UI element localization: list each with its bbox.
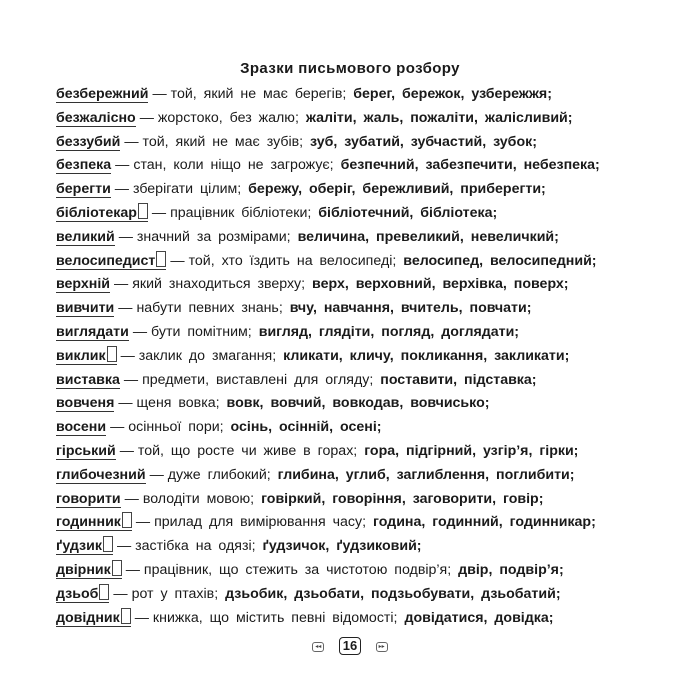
related-words: година, годинний, годинникар; — [372, 514, 596, 531]
analyzed-word: годинник — [56, 514, 132, 531]
related-words: вчу, навчання, вчитель, повчати; — [289, 300, 532, 317]
definition: той, який не має зубів; — [142, 133, 304, 150]
entry-row — [56, 321, 656, 345]
related-words: вовк, вовчий, вовкодав, вовчисько; — [226, 395, 490, 412]
definition: предмети, виставлені для огляду; — [142, 371, 374, 388]
related-words: поставити, підставка; — [380, 371, 537, 388]
related-words: двір, подвір’я; — [458, 561, 564, 578]
definition: володіти мовою; — [142, 490, 255, 507]
related-words: глибина, углиб, заглиблення, поглибити; — [277, 466, 575, 483]
definition: працівник бібліотеки; — [170, 204, 312, 221]
analyzed-word: берегти — [56, 181, 111, 198]
dash: — — [113, 585, 128, 602]
dash: — — [124, 133, 139, 150]
related-words: гора, підгірний, узгір’я, гірки; — [364, 442, 579, 459]
definition: працівник, що стежить за чистотою подвір’я; — [143, 561, 452, 578]
entry-row — [56, 202, 656, 226]
related-words: говіркий, говоріння, заговорити, говір; — [261, 490, 544, 507]
entry-row — [56, 345, 656, 369]
analyzed-word: виглядати — [56, 323, 129, 340]
dash: — — [125, 561, 140, 578]
prev-page-icon[interactable]: ◂◂ — [312, 642, 324, 652]
definition: зберігати цілим; — [132, 181, 242, 198]
dash: — — [151, 204, 167, 221]
analyzed-word: ґудзик — [56, 538, 113, 555]
related-words: зуб, зубатий, зубчастий, зубок; — [310, 133, 537, 150]
definition: жорстоко, без жалю; — [157, 109, 299, 126]
zero-ending-box — [112, 560, 122, 576]
analyzed-word: виставка — [56, 371, 120, 388]
related-words: верх, верховний, верхівка, поверх; — [312, 276, 569, 293]
analyzed-word: восени — [56, 419, 107, 436]
analyzed-word: великий — [56, 228, 115, 245]
dash: — — [118, 300, 133, 317]
definition: застібка на одязі; — [135, 538, 256, 555]
related-words: безпечний, забезпечити, небезпека; — [340, 157, 600, 174]
related-words: кликати, кличу, покликання, закликати; — [283, 347, 570, 364]
related-words: дзьобик, дзьобати, подзьобувати, дзьобатий; — [225, 585, 561, 602]
entry-row — [56, 488, 656, 512]
definition: значний за розмірами; — [136, 228, 291, 245]
related-words: берег, бережок, узбережжя; — [353, 86, 552, 102]
entry-row — [56, 297, 656, 321]
entry-row — [56, 226, 656, 250]
entry-row — [56, 178, 656, 202]
entry-row — [56, 273, 656, 297]
definition: рот у птахів; — [131, 585, 219, 602]
dash: — — [115, 157, 130, 174]
analyzed-word: двірник — [56, 562, 122, 579]
dash: — — [119, 442, 134, 459]
analyzed-word: беззубий — [56, 133, 121, 150]
zero-ending-box — [121, 608, 131, 624]
definition: той, хто їздить на велосипеді; — [188, 252, 397, 269]
analyzed-word: глибочезний — [56, 466, 146, 483]
entry-row — [56, 464, 656, 488]
entry-row — [56, 392, 656, 416]
definition: осінньої пори; — [128, 419, 224, 436]
definition: щеня вовка; — [136, 395, 220, 412]
definition: той, який не має берегів; — [170, 86, 347, 102]
analyzed-word: вивчити — [56, 300, 115, 317]
analyzed-word: безбережний — [56, 86, 149, 102]
entry-row — [56, 535, 656, 559]
analyzed-word: велосипедист — [56, 253, 166, 270]
related-words: бережу, оберіг, бережливий, приберегти; — [248, 181, 546, 198]
zero-ending-box — [156, 251, 166, 267]
definition: бути помітним; — [151, 323, 252, 340]
analyzed-word: безпека — [56, 157, 112, 174]
dash: — — [134, 609, 149, 626]
definition: стан, коли ніщо не загрожує; — [133, 157, 334, 174]
next-page-icon[interactable]: ▸▸ — [376, 642, 388, 652]
entry-row — [56, 83, 656, 107]
entry-row — [56, 154, 656, 178]
analyzed-word: бібліотекар — [56, 205, 148, 222]
related-words: вигляд, глядіти, погляд, доглядати; — [258, 323, 520, 340]
analyzed-word: верхній — [56, 276, 111, 293]
dash: — — [139, 109, 154, 126]
page-title: Зразки письмового розбору — [240, 60, 460, 77]
page-number: 16 — [339, 637, 361, 655]
analyzed-word: виклик — [56, 348, 117, 365]
dash: — — [135, 514, 151, 531]
entry-row — [56, 583, 656, 607]
entry-row — [56, 369, 656, 393]
page-footer — [0, 637, 700, 655]
entry-row — [56, 607, 656, 631]
entry-row — [56, 440, 656, 464]
dash: — — [132, 323, 148, 340]
dash: — — [120, 347, 135, 364]
related-words: жаліти, жаль, пожаліти, жалісливий; — [305, 109, 573, 126]
related-words: ґудзичок, ґудзиковий; — [262, 538, 422, 555]
analyzed-word: дзьоб — [56, 586, 109, 603]
definition: який знаходиться зверху; — [132, 276, 306, 293]
dash: — — [118, 395, 133, 412]
zero-ending-box — [103, 536, 113, 552]
dash: — — [114, 276, 129, 293]
definition: заклик до змагання; — [138, 347, 277, 364]
related-words: бібліотечний, бібліотека; — [318, 204, 498, 221]
related-words: велосипед, велосипедний; — [403, 252, 597, 269]
dash: — — [170, 252, 185, 269]
word-analysis-list — [56, 83, 656, 630]
entry-row — [56, 131, 656, 155]
zero-ending-box — [107, 346, 117, 362]
zero-ending-box — [138, 203, 148, 219]
analyzed-word: говорити — [56, 490, 121, 507]
definition: прилад для вимірювання часу; — [154, 514, 367, 531]
entry-row — [56, 250, 656, 274]
zero-ending-box — [122, 512, 132, 528]
dash: — — [149, 466, 164, 483]
dash: — — [152, 86, 167, 102]
dash: — — [116, 538, 132, 555]
dash: — — [110, 419, 125, 436]
entry-row — [56, 416, 656, 440]
related-words: довідатися, довідка; — [404, 609, 554, 626]
dash: — — [124, 490, 139, 507]
dash: — — [114, 181, 129, 198]
related-words: осінь, осінній, осені; — [230, 419, 382, 436]
analyzed-word: безжалісно — [56, 109, 136, 126]
entry-row — [56, 559, 656, 583]
definition: той, що росте чи живе в горах; — [137, 442, 358, 459]
analyzed-word: гірський — [56, 442, 116, 459]
dash: — — [123, 371, 139, 388]
dash: — — [118, 228, 133, 245]
analyzed-word: вовченя — [56, 395, 115, 412]
entry-row — [56, 107, 656, 131]
zero-ending-box — [99, 584, 109, 600]
definition: набути певних знань; — [136, 300, 283, 317]
definition: книжка, що містить певні відомості; — [152, 609, 398, 626]
analyzed-word: довідник — [56, 610, 131, 627]
entry-row — [56, 511, 656, 535]
definition: дуже глибокий; — [167, 466, 271, 483]
related-words: величина, превеликий, невеличкий; — [297, 228, 559, 245]
